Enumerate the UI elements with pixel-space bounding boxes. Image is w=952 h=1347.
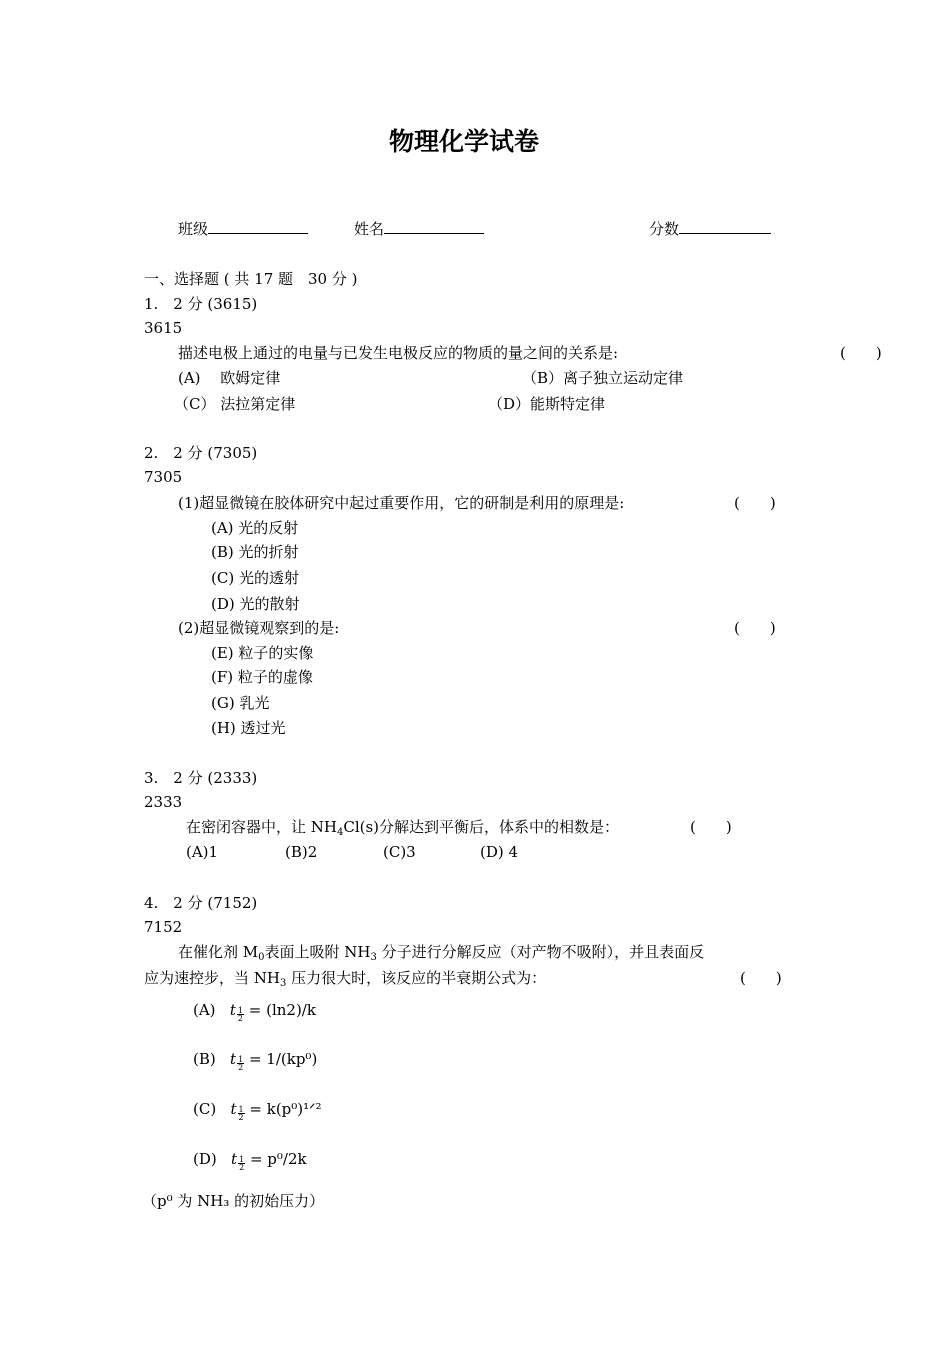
- q4-option-a: [193, 1003, 316, 1022]
- q1-id: 3615: [144, 319, 183, 337]
- q4-answer-paren: ( ): [740, 969, 782, 987]
- q4-option-c: [193, 1102, 322, 1121]
- q3-stem-after: Cl(s)分解达到平衡后，体系中的相数是：: [343, 818, 620, 836]
- q1-head: 1. 2 分 (3615): [144, 295, 258, 313]
- q4-option-d-formula: = p⁰/2k: [249, 1150, 307, 1168]
- half-fraction: $\frac{1}{2}$: [238, 1105, 244, 1122]
- score-label: 分数: [649, 220, 680, 238]
- q4-option-c-formula: = k(p⁰)¹ᐟ²: [249, 1100, 322, 1118]
- name-label: 姓名: [354, 220, 385, 238]
- q2-option-g: (G) 乳光: [211, 694, 270, 712]
- q3-stem-subscript: 4: [336, 827, 344, 838]
- score-field: [649, 221, 771, 237]
- class-field: [178, 221, 308, 237]
- q3-answer-paren: ( ): [690, 818, 732, 836]
- half-fraction: $\frac{1}{2}$: [238, 1055, 244, 1072]
- q3-option-c: (C)3: [383, 843, 416, 861]
- q4-line1-c: 分子进行分解反应（对产物不吸附），并且表面反: [376, 943, 705, 961]
- q1-stem: 描述电极上通过的电量与已发生电极反应的物质的量之间的关系是:: [178, 344, 619, 362]
- q1-option-a: (A) 欧姆定律: [178, 369, 281, 387]
- q4-line1-sub3: 3: [370, 952, 377, 963]
- q2-option-d: (D) 光的散射: [211, 595, 300, 613]
- q3-stem: [186, 820, 619, 838]
- q2-option-c: (C) 光的透射: [211, 569, 299, 587]
- q2-part1: (1)超显微镜在胶体研究中起过重要作用，它的研制是利用的原理是:: [178, 494, 625, 512]
- q4-option-b-label: (B): [193, 1050, 216, 1068]
- half-life-symbol: t: [229, 1001, 236, 1019]
- q4-head: 4. 2 分 (7152): [144, 894, 258, 912]
- q4-option-a-label: (A): [193, 1001, 216, 1019]
- half-life-symbol: t: [230, 1050, 237, 1068]
- q2-answer-paren-1: ( ): [734, 494, 776, 512]
- half-fraction: $\frac{1}{2}$: [237, 1006, 243, 1023]
- q4-option-c-label: (C): [193, 1100, 217, 1118]
- q4-line1-sub0: 0: [258, 952, 265, 963]
- half-life-symbol: t: [231, 1150, 238, 1168]
- half-fraction: $\frac{1}{2}$: [239, 1155, 245, 1172]
- q3-option-a: (A)1: [186, 843, 219, 861]
- page-title: 物理化学试卷: [389, 127, 540, 156]
- q2-id: 7305: [144, 468, 183, 486]
- section-heading: 一、选择题 ( 共 17 题 30 分 ): [144, 270, 358, 288]
- score-blank: [679, 221, 771, 234]
- q4-option-d: [193, 1152, 307, 1171]
- q3-option-d: (D) 4: [480, 843, 519, 861]
- name-field: [354, 221, 484, 237]
- q4-option-d-label: (D): [193, 1150, 217, 1168]
- q2-head: 2. 2 分 (7305): [144, 444, 258, 462]
- q3-id: 2333: [144, 793, 183, 811]
- q4-line1-b: 表面上吸附 NH: [264, 943, 371, 961]
- q2-option-f: (F) 粒子的虚像: [211, 668, 313, 686]
- q2-option-b: (B) 光的折射: [211, 543, 299, 561]
- q4-line2-a: 应为速控步，当 NH: [144, 969, 280, 987]
- q4-option-b: [193, 1052, 317, 1071]
- q4-stem-line1: [178, 945, 704, 963]
- q4-option-b-formula: = 1/(kp⁰): [248, 1050, 318, 1068]
- q2-answer-paren-2: ( ): [734, 619, 776, 637]
- q4-line2-b: 压力很大时，该反应的半衰期公式为：: [286, 969, 547, 987]
- name-blank: [384, 221, 484, 234]
- q1-answer-paren: ( ): [840, 344, 882, 362]
- q3-stem-before: 在密闭容器中，让 NH: [186, 818, 337, 836]
- class-blank: [208, 221, 308, 234]
- q2-option-h: (H) 透过光: [211, 719, 286, 737]
- q1-option-d: （D）能斯特定律: [488, 395, 606, 413]
- half-life-symbol: t: [230, 1100, 237, 1118]
- q4-id: 7152: [144, 918, 183, 936]
- q4-line2-sub3: 3: [279, 978, 287, 989]
- q2-option-a: (A) 光的反射: [211, 519, 299, 537]
- q1-option-c: （C） 法拉第定律: [174, 395, 296, 413]
- q4-line1-a: 在催化剂 M: [178, 943, 259, 961]
- q2-option-e: (E) 粒子的实像: [211, 644, 314, 662]
- q3-option-b: (B)2: [285, 843, 318, 861]
- q4-option-a-formula: = (ln2)/k: [248, 1001, 316, 1019]
- q2-part2: (2)超显微镜观察到的是:: [178, 619, 340, 637]
- q4-stem-line2: [144, 971, 546, 989]
- q3-head: 3. 2 分 (2333): [144, 769, 258, 787]
- class-label: 班级: [178, 220, 209, 238]
- q1-option-b: （B）离子独立运动定律: [522, 369, 684, 387]
- q4-note: （p⁰ 为 NH₃ 的初始压力）: [142, 1192, 325, 1210]
